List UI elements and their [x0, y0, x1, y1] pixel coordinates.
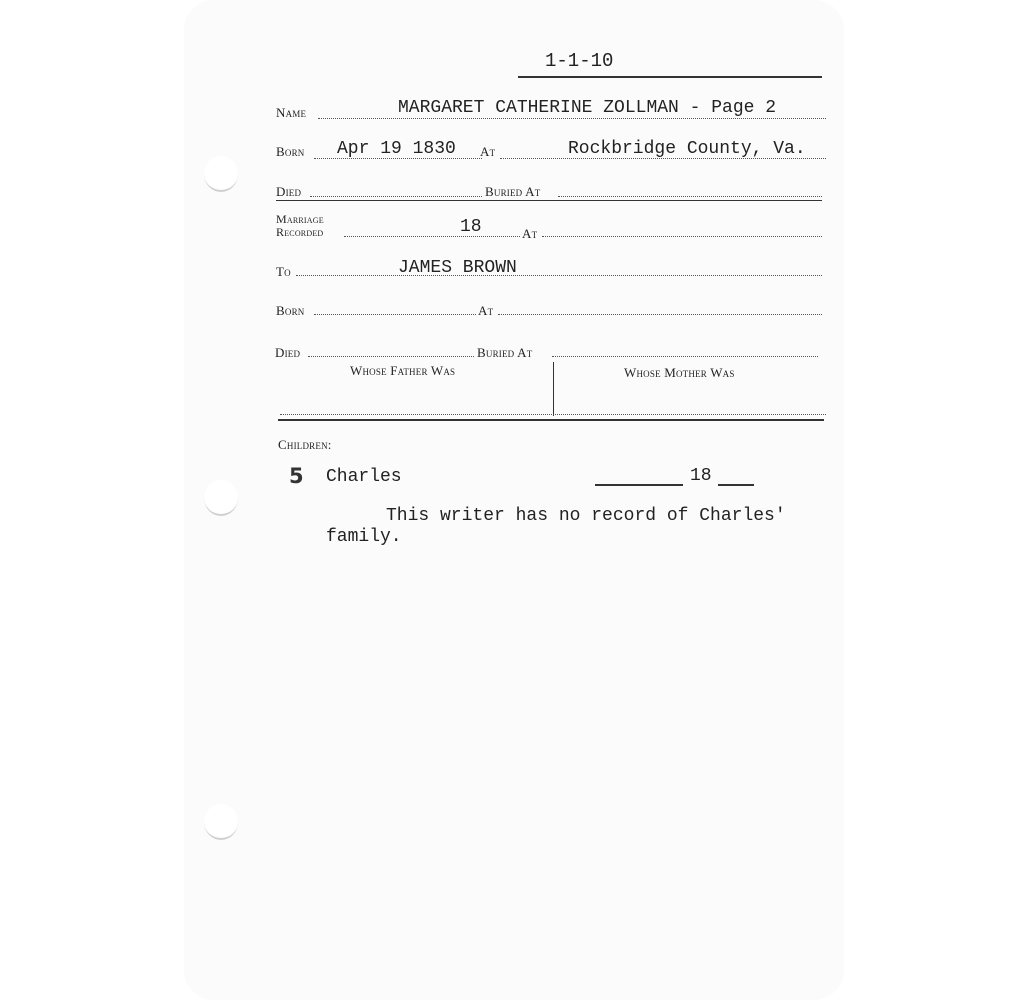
child-date-rule: [595, 484, 683, 486]
punch-hole: [204, 480, 238, 516]
child-name: Charles: [326, 467, 402, 487]
born-value: Apr 19 1830: [337, 139, 456, 159]
punch-hole: [204, 804, 238, 840]
punch-hole: [204, 156, 238, 192]
child-year: 18: [690, 466, 712, 486]
marriage-label-1: Marriage: [276, 212, 324, 226]
to-line: [296, 275, 822, 276]
died-line: [310, 196, 482, 197]
marriage-line: [344, 236, 520, 237]
spouse-buried-line: [552, 356, 818, 357]
marriage-at-line: [542, 236, 822, 237]
note-line-1: This writer has no record of Charles': [386, 506, 786, 526]
parents-rule: [278, 419, 824, 421]
name-line: [318, 118, 826, 119]
marriage-label-2: Recorded: [276, 225, 324, 239]
note-line-2: family.: [326, 527, 402, 547]
to-value: JAMES BROWN: [398, 258, 517, 278]
to-label: To: [276, 264, 291, 279]
died-label: Died: [276, 184, 302, 199]
spouse-died-label: Died: [275, 345, 301, 360]
father-label: Whose Father Was: [350, 363, 456, 378]
marriage-value: 18: [460, 217, 482, 237]
name-value: MARGARET CATHERINE ZOLLMAN - Page 2: [398, 98, 777, 118]
name-label: Name: [276, 105, 307, 120]
spouse-at-line: [498, 314, 822, 315]
buried-label: Buried At: [485, 184, 541, 199]
spouse-born-label: Born: [276, 303, 305, 318]
born-at-value: Rockbridge County, Va.: [568, 139, 806, 159]
born-at-label: At: [480, 144, 496, 159]
marriage-at-label: At: [522, 226, 538, 241]
spouse-born-line: [314, 314, 476, 315]
section-rule: [276, 200, 822, 201]
spouse-died-line: [308, 356, 474, 357]
child-number: 5: [289, 464, 304, 488]
parents-divider: [553, 362, 554, 416]
spouse-buried-label: Buried At: [477, 345, 533, 360]
spouse-at-label: At: [478, 303, 494, 318]
born-label: Born: [276, 144, 305, 159]
child-year-rule: [718, 484, 754, 486]
mother-label: Whose Mother Was: [624, 365, 735, 380]
card-number-rule: [518, 76, 822, 78]
buried-line: [558, 196, 822, 197]
children-label: Children:: [278, 437, 332, 452]
card-number: 1-1-10: [545, 50, 614, 72]
parents-line: [280, 414, 826, 415]
